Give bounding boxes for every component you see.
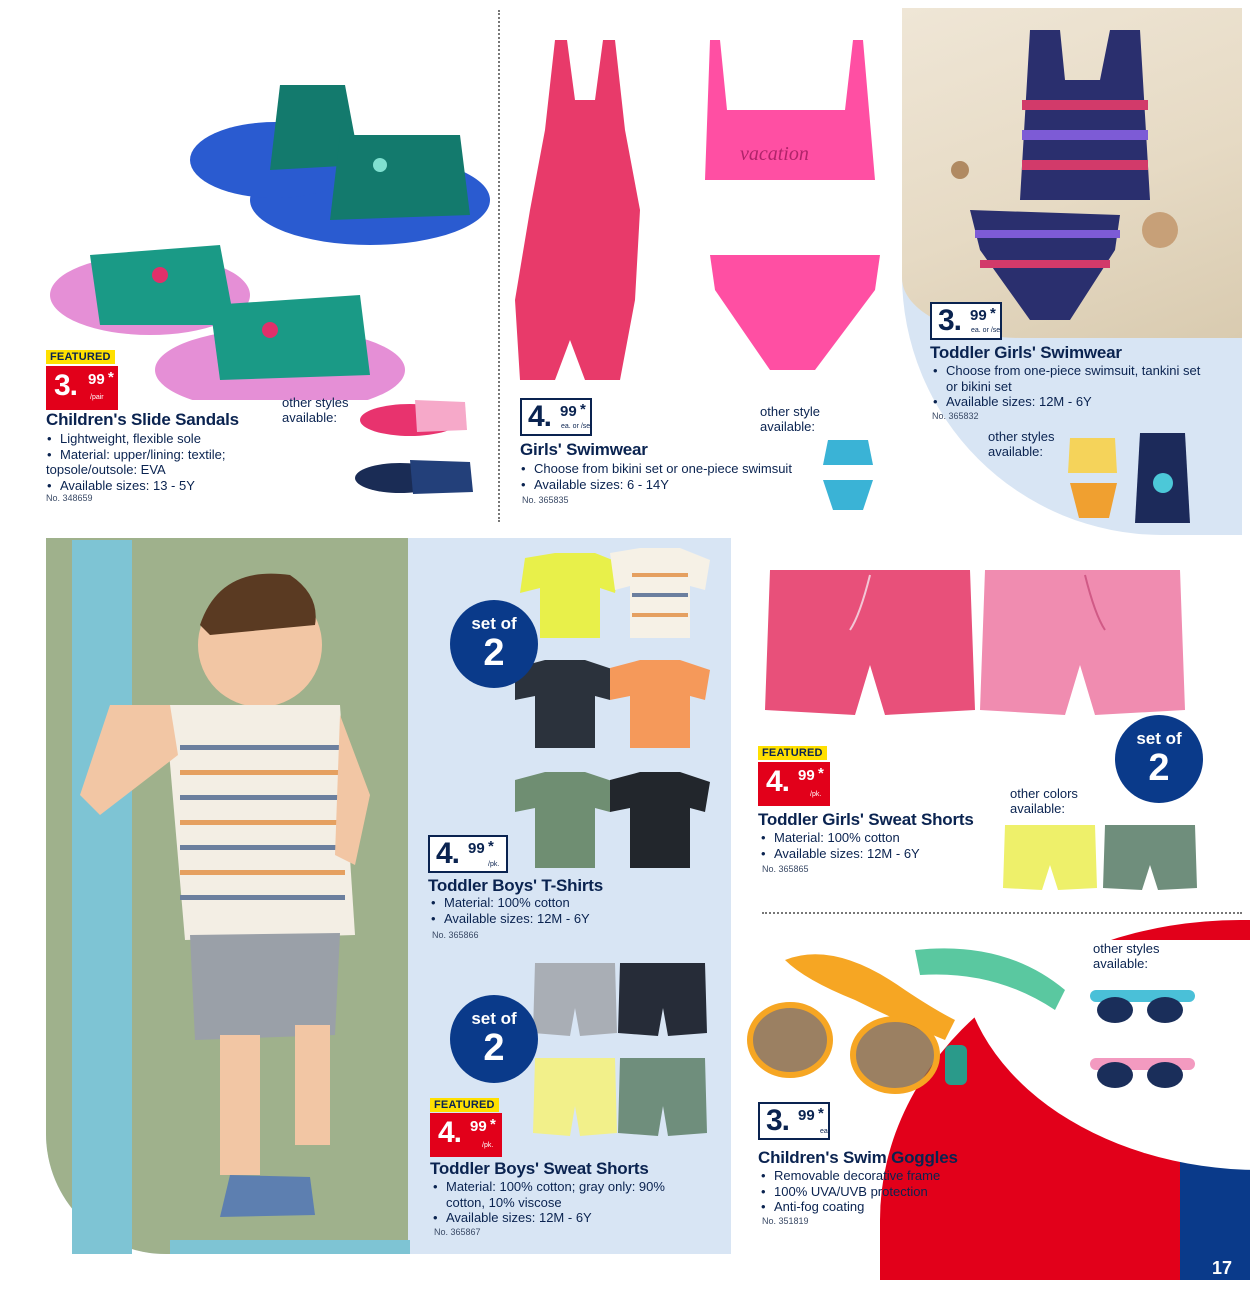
girls-shorts-other-colors: other colors available: [1010,786,1078,816]
toddler-swim-price: 3. 99 * ea. or /set [930,302,1002,340]
girls-sweat-shorts-image [755,555,1195,725]
page-number: 17 [1212,1258,1233,1278]
boys-tshirts-image [505,548,715,878]
sandals-bullets: • Lightweight, flexible sole • Material: upper/lining: textile; topsole/outsole: EVA • Available sizes: 13 - 5Y [46,431,225,493]
girls-shorts-alt-colors-image [1000,820,1200,895]
sandals-item-no: No. 348659 [46,493,93,503]
girls-swim-price: 4. 99 * ea. or /set [520,398,592,436]
girls-swim-title: Girls' Swimwear [520,440,648,459]
boys-sweat-shorts-image [525,958,715,1158]
boys-shorts-item-no: No. 365867 [434,1227,481,1237]
boys-shorts-set-of-2-badge: set of 2 [450,995,538,1083]
girls-swim-item-no: No. 365835 [522,495,569,505]
boys-shorts-title: Toddler Boys' Sweat Shorts [430,1159,649,1178]
boys-tshirts-bullets: • Material: 100% cotton • Available sizes: 12M - 6Y [430,895,590,926]
divider-horizontal [762,912,1242,914]
sandals-title: Children's Slide Sandals [46,410,239,429]
goggles-alt-styles-image [1085,970,1200,1105]
girls-shorts-title: Toddler Girls' Sweat Shorts [758,810,974,829]
girls-swimwear-image [515,40,890,390]
goggles-title: Children's Swim Goggles [758,1148,958,1167]
sandals-price: 3. 99 * /pair [46,366,118,410]
slide-sandals-image [40,55,500,400]
girls-shorts-set-of-2-badge: set of 2 [1115,715,1203,803]
swim-goggles-image [745,930,1075,1110]
goggles-bullets: • Removable decorative frame • 100% UVA/UVB protection • Anti-fog coating [760,1168,940,1215]
goggles-price: 3. 99 * ea. [758,1102,830,1140]
girls-swim-other-style: other style available: [760,404,820,434]
girls-swim-alt-bikini-image [818,400,878,525]
boys-shorts-featured-tag: FEATURED [430,1098,499,1112]
toddler-swim-title: Toddler Girls' Swimwear [930,343,1122,362]
girls-shorts-price: 4. 99 * /pk. [758,762,830,806]
goggles-other-styles: other styles available: [1093,941,1160,971]
sandals-featured-tag: FEATURED [46,350,115,364]
girls-shorts-featured-tag: FEATURED [758,746,827,760]
toddler-girls-swimwear-image [950,20,1190,340]
toddler-swim-other-styles: other styles available: [988,429,1055,459]
girls-shorts-item-no: No. 365865 [762,864,809,874]
toddler-swim-alt-styles-image [1065,428,1195,528]
boys-shorts-bullets: • Material: 100% cotton; gray only: 90% cotton, 10% viscose • Available sizes: 12M - 6Y [432,1179,665,1226]
boys-shorts-price: 4. 99 * /pk. [430,1113,502,1157]
boys-tshirts-title: Toddler Boys' T-Shirts [428,876,604,895]
toddler-swim-item-no: No. 365832 [932,411,979,421]
boy-model-photo [70,555,400,1245]
toddler-swim-bullets: • Choose from one-piece swimsuit, tankini set or bikini set • Available sizes: 12M - 6Y [932,363,1200,410]
boys-tshirts-price: 4. 99 * /pk. [428,835,508,873]
sandals-alt-styles-image [355,390,485,510]
girls-shorts-bullets: • Material: 100% cotton • Available sizes: 12M - 6Y [760,830,920,861]
girls-swim-bullets: • Choose from bikini set or one-piece swimsuit • Available sizes: 6 - 14Y [520,461,792,492]
sandals-other-styles: other styles available: [282,395,349,425]
goggles-item-no: No. 351819 [762,1216,809,1226]
svg-text:vacation: vacation [740,143,809,165]
boys-tshirts-set-of-2-badge: set of 2 [450,600,538,688]
boys-tshirts-item-no: No. 365866 [432,930,479,940]
